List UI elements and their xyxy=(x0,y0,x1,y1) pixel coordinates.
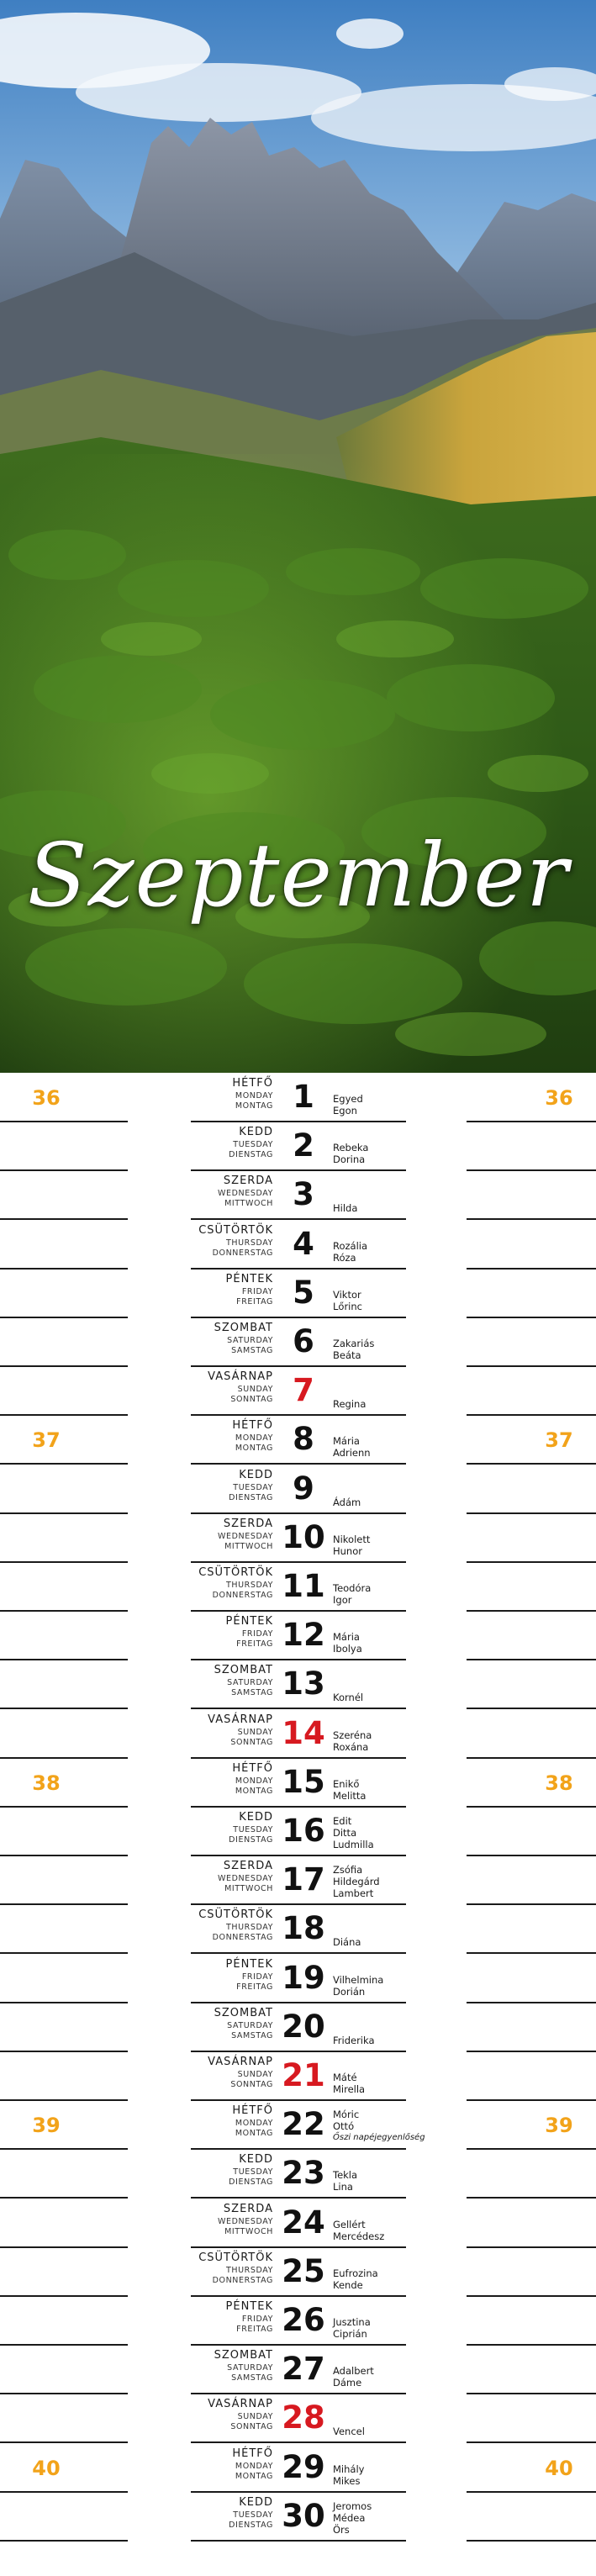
weekday-english: TUESDAY xyxy=(233,1825,273,1834)
name-days xyxy=(333,1142,459,1165)
weekday-hungarian: SZOMBAT xyxy=(214,2006,273,2019)
name-day: Adrienn xyxy=(333,1447,371,1460)
name-day: Diána xyxy=(333,1936,361,1949)
weekday-german: DIENSTAG xyxy=(229,2177,273,2188)
weekday-names xyxy=(164,1567,273,1601)
weekday-english: SATURDAY xyxy=(227,2363,273,2373)
weekday-english: FRIDAY xyxy=(241,1629,273,1639)
day-row xyxy=(0,1366,596,1415)
weekday-hungarian: SZOMBAT xyxy=(214,1322,273,1334)
day-number: 21 xyxy=(282,2057,325,2093)
day-number: 9 xyxy=(293,1470,314,1507)
weekday-names xyxy=(164,2252,273,2286)
weekday-german: DIENSTAG xyxy=(229,1835,273,1845)
day-number: 10 xyxy=(282,1518,325,1555)
weekday-english: WEDNESDAY xyxy=(218,1531,273,1541)
name-days xyxy=(333,2500,459,2536)
weekday-names xyxy=(164,1420,273,1454)
name-days xyxy=(333,2035,459,2046)
weekday-german: DIENSTAG xyxy=(229,2520,273,2530)
weekday-german: SONNTAG xyxy=(230,2080,273,2089)
name-day: Róza xyxy=(333,1251,356,1264)
weekday-hungarian: CSÜTÖRTÖK xyxy=(198,1566,273,1579)
weekday-names xyxy=(164,2301,273,2335)
weekday-hungarian: SZERDA xyxy=(223,1175,273,1188)
weekday-english: THURSDAY xyxy=(225,1238,273,1248)
day-number: 11 xyxy=(282,1568,325,1604)
name-day: Adalbert xyxy=(333,2365,374,2378)
day-row xyxy=(0,1954,596,2003)
weekday-german: MONTAG xyxy=(235,1101,273,1111)
name-day: Jusztina xyxy=(333,2316,371,2328)
name-day: Vencel xyxy=(333,2426,365,2438)
day-row xyxy=(0,1513,596,1562)
name-day: Lőrinc xyxy=(333,1300,362,1312)
weekday-names xyxy=(164,1175,273,1209)
name-day: Szeréna xyxy=(333,1729,372,1741)
weekday-english: MONDAY xyxy=(235,2461,273,2471)
name-day: Lambert xyxy=(333,1887,374,1900)
name-day: Lina xyxy=(333,2181,353,2193)
day-number: 18 xyxy=(282,1910,325,1947)
weekday-names xyxy=(164,1518,273,1552)
weekday-english: SATURDAY xyxy=(227,1678,273,1688)
weekday-german: SONNTAG xyxy=(230,1395,273,1405)
weekday-german: FREITAG xyxy=(236,1296,273,1306)
name-day: Hilda xyxy=(333,1202,358,1215)
weekday-names xyxy=(164,2448,273,2482)
name-days xyxy=(333,1202,459,1214)
name-day: Ibolya xyxy=(333,1643,362,1655)
weekday-english: TUESDAY xyxy=(233,1482,273,1492)
day-number: 28 xyxy=(282,2399,325,2436)
weekday-names xyxy=(164,1470,273,1503)
weekday-german: MITTWOCH xyxy=(224,1884,273,1894)
day-row xyxy=(0,1611,596,1660)
weekday-english: WEDNESDAY xyxy=(218,1189,273,1199)
day-number: 1 xyxy=(293,1079,314,1115)
day-number: 15 xyxy=(282,1763,325,1800)
weekday-english: FRIDAY xyxy=(241,2315,273,2324)
name-day: Teodóra xyxy=(333,1582,372,1594)
name-days xyxy=(333,1338,459,1361)
weekday-names xyxy=(164,2497,273,2531)
name-days xyxy=(333,1240,459,1264)
weekday-names xyxy=(164,1322,273,1356)
weekday-hungarian: VASÁRNAP xyxy=(208,1713,273,1726)
weekday-hungarian: VASÁRNAP xyxy=(208,1370,273,1384)
name-day: Beáta xyxy=(333,1349,361,1361)
name-day: Örs xyxy=(333,2523,350,2536)
name-days xyxy=(333,1778,459,1802)
weekday-names xyxy=(164,1763,273,1797)
day-number: 13 xyxy=(282,1665,325,1702)
day-row xyxy=(0,2051,596,2100)
name-day: Rebeka xyxy=(333,1142,369,1154)
weekday-names xyxy=(164,1714,273,1748)
name-day: Jeromos xyxy=(333,2499,372,2512)
weekday-english: SUNDAY xyxy=(237,2070,273,2079)
week-number-left: 40 xyxy=(32,2456,61,2480)
name-day: Ottó xyxy=(333,2120,355,2133)
name-days xyxy=(333,2072,459,2095)
day-row xyxy=(0,2492,596,2541)
name-day: Melitta xyxy=(333,1789,367,1802)
weekday-hungarian: CSÜTÖRTÖK xyxy=(198,1223,273,1237)
day-row xyxy=(0,2199,596,2247)
weekday-german: FREITAG xyxy=(236,2325,273,2334)
day-number: 23 xyxy=(282,2155,325,2192)
name-days xyxy=(333,2267,459,2291)
name-days xyxy=(333,1936,459,1948)
name-day: Kornél xyxy=(333,1692,364,1704)
name-days xyxy=(333,2316,459,2340)
day-number: 17 xyxy=(282,1861,325,1898)
name-day: Edit xyxy=(333,1815,352,1827)
name-days xyxy=(333,1974,459,1998)
weekday-german: DIENSTAG xyxy=(229,1492,273,1502)
weekday-hungarian: VASÁRNAP xyxy=(208,2398,273,2411)
weekday-english: FRIDAY xyxy=(241,1972,273,1982)
name-days xyxy=(333,1497,459,1508)
weekday-hungarian: SZERDA xyxy=(223,1517,273,1530)
day-row xyxy=(0,2296,596,2345)
weekday-german: DIENSTAG xyxy=(229,1150,273,1160)
weekday-names xyxy=(164,1861,273,1894)
weekday-hungarian: HÉTFŐ xyxy=(232,1419,273,1433)
day-number: 4 xyxy=(293,1225,314,1262)
day-number: 24 xyxy=(282,2204,325,2241)
name-day: Zsófia xyxy=(333,1864,363,1877)
weekday-english: THURSDAY xyxy=(225,2265,273,2275)
name-days xyxy=(333,1093,459,1116)
day-row xyxy=(0,1073,596,1122)
weekday-hungarian: CSÜTÖRTÖK xyxy=(198,1908,273,1922)
day-row xyxy=(0,1220,596,1269)
weekday-hungarian: PÉNTEK xyxy=(225,2300,273,2313)
name-day: Hunor xyxy=(333,1544,362,1557)
weekday-english: TUESDAY xyxy=(233,2510,273,2520)
day-number: 22 xyxy=(282,2106,325,2143)
weekday-hungarian: SZERDA xyxy=(223,1860,273,1873)
weekday-hungarian: SZOMBAT xyxy=(214,1664,273,1677)
weekday-hungarian: CSÜTÖRTÖK xyxy=(198,2251,273,2264)
name-day: Mária xyxy=(333,1631,360,1644)
week-number-right: 40 xyxy=(545,2456,573,2480)
week-number-left: 37 xyxy=(32,1428,61,1453)
name-days xyxy=(333,2219,459,2242)
name-days xyxy=(333,1692,459,1703)
day-number: 27 xyxy=(282,2351,325,2388)
weekday-german: SONNTAG xyxy=(230,1737,273,1747)
row-divider xyxy=(0,2540,128,2542)
weekday-hungarian: HÉTFŐ xyxy=(232,1761,273,1775)
weekday-names xyxy=(164,2008,273,2041)
name-days xyxy=(333,1533,459,1557)
week-number-left: 36 xyxy=(32,1086,61,1110)
name-day: Dorina xyxy=(333,1153,366,1166)
name-days xyxy=(333,1582,459,1606)
weekday-names xyxy=(164,1665,273,1698)
name-day: Kende xyxy=(333,2278,363,2291)
weekday-german: FREITAG xyxy=(236,1982,273,1992)
weekday-english: THURSDAY xyxy=(225,1923,273,1933)
week-number-left: 38 xyxy=(32,1771,61,1795)
name-day: Gellért xyxy=(333,2218,366,2230)
weekday-english: TUESDAY xyxy=(233,1140,273,1150)
name-day: Ditta xyxy=(333,1827,357,1839)
weekday-hungarian: HÉTFŐ xyxy=(232,1077,273,1090)
day-row xyxy=(0,2149,596,2198)
day-row xyxy=(0,1758,596,1807)
day-row xyxy=(0,2003,596,2051)
day-row xyxy=(0,1904,596,1953)
name-day: Móric xyxy=(333,2109,360,2121)
day-number: 20 xyxy=(282,2008,325,2045)
day-number: 26 xyxy=(282,2302,325,2338)
weekday-names xyxy=(164,1274,273,1307)
weekday-english: WEDNESDAY xyxy=(218,2216,273,2226)
day-row xyxy=(0,1465,596,1513)
name-day: Nikolett xyxy=(333,1533,371,1545)
name-day: Ciprián xyxy=(333,2328,367,2340)
name-day: Viktor xyxy=(333,1288,361,1301)
week-number-right: 38 xyxy=(545,1771,573,1795)
day-row xyxy=(0,1562,596,1611)
weekday-german: MONTAG xyxy=(235,2129,273,2139)
weekday-hungarian: KEDD xyxy=(239,1811,273,1824)
weekday-german: DONNERSTAG xyxy=(212,1248,273,1258)
day-row xyxy=(0,2394,596,2442)
name-days xyxy=(333,1729,459,1753)
day-number: 14 xyxy=(282,1714,325,1751)
weekday-german: MITTWOCH xyxy=(224,1541,273,1551)
weekday-hungarian: SZOMBAT xyxy=(214,2349,273,2362)
weekday-hungarian: KEDD xyxy=(239,2495,273,2509)
weekday-english: THURSDAY xyxy=(225,1581,273,1590)
weekday-names xyxy=(164,2056,273,2090)
weekday-names xyxy=(164,1959,273,1993)
day-number: 29 xyxy=(282,2448,325,2485)
week-number-right: 37 xyxy=(545,1428,573,1453)
name-day: Tekla xyxy=(333,2169,358,2182)
day-row xyxy=(0,1170,596,1219)
name-day: Vilhelmina xyxy=(333,1973,384,1986)
day-row xyxy=(0,2100,596,2149)
weekday-german: DONNERSTAG xyxy=(212,1591,273,1600)
weekday-german: MONTAG xyxy=(235,1444,273,1454)
row-divider xyxy=(467,2540,596,2542)
weekday-english: MONDAY xyxy=(235,2119,273,2129)
weekday-german: DONNERSTAG xyxy=(212,2275,273,2285)
day-row xyxy=(0,1709,596,1758)
day-row xyxy=(0,2345,596,2394)
name-day: Igor xyxy=(333,1594,352,1606)
row-divider xyxy=(191,2540,406,2542)
weekday-german: SONNTAG xyxy=(230,2422,273,2432)
name-days xyxy=(333,2426,459,2437)
weekday-german: FREITAG xyxy=(236,1639,273,1650)
month-title: Szeptember xyxy=(27,824,569,926)
day-number: 19 xyxy=(282,1959,325,1996)
weekday-names xyxy=(164,2399,273,2432)
week-number-left: 39 xyxy=(32,2114,61,2138)
weekday-names xyxy=(164,1371,273,1405)
name-day: Roxána xyxy=(333,1740,369,1753)
weekday-english: SUNDAY xyxy=(237,2412,273,2422)
day-number: 2 xyxy=(293,1127,314,1164)
name-days xyxy=(333,1289,459,1312)
weekday-hungarian: PÉNTEK xyxy=(225,1957,273,1971)
day-row xyxy=(0,2443,596,2492)
weekday-english: WEDNESDAY xyxy=(218,1874,273,1884)
name-day: Egon xyxy=(333,1105,357,1116)
weekday-hungarian: PÉNTEK xyxy=(225,1615,273,1628)
weekday-names xyxy=(164,2204,273,2237)
day-number: 12 xyxy=(282,1617,325,1654)
day-row xyxy=(0,1415,596,1464)
name-day: Egyed xyxy=(333,1093,363,1105)
weekday-english: MONDAY xyxy=(235,1433,273,1444)
day-number: 3 xyxy=(293,1176,314,1213)
week-number-right: 39 xyxy=(545,2114,573,2138)
weekday-names xyxy=(164,1812,273,1845)
weekday-german: MONTAG xyxy=(235,1786,273,1796)
day-number: 25 xyxy=(282,2252,325,2289)
weekday-german: MITTWOCH xyxy=(224,2226,273,2236)
day-row xyxy=(0,1807,596,1855)
weekday-german: SAMSTAG xyxy=(231,1688,273,1698)
weekday-hungarian: PÉNTEK xyxy=(225,1272,273,1285)
name-day: Eufrozina xyxy=(333,2267,378,2279)
name-day: Enikő xyxy=(333,1777,360,1790)
weekday-hungarian: HÉTFŐ xyxy=(232,2447,273,2460)
weekday-german: SAMSTAG xyxy=(231,2030,273,2040)
holiday-note: Őszi napéjegyenlőség xyxy=(333,2133,425,2143)
weekday-hungarian: KEDD xyxy=(239,1468,273,1481)
name-day: Rozália xyxy=(333,1239,368,1252)
day-row xyxy=(0,2247,596,2296)
name-days xyxy=(333,1864,459,1899)
name-days xyxy=(333,1435,459,1459)
name-day: Friderika xyxy=(333,2034,375,2046)
name-day: Mikes xyxy=(333,2474,361,2487)
name-day: Ádám xyxy=(333,1496,361,1508)
weekday-english: SATURDAY xyxy=(227,1336,273,1345)
name-days xyxy=(333,1815,459,1850)
weekday-english: MONDAY xyxy=(235,1776,273,1786)
name-day: Dorián xyxy=(333,1985,366,1998)
name-days xyxy=(333,2463,459,2487)
weekday-hungarian: KEDD xyxy=(239,2153,273,2167)
name-day: Máté xyxy=(333,2072,357,2083)
day-row xyxy=(0,1317,596,1366)
weekday-german: MONTAG xyxy=(235,2471,273,2481)
weekday-names xyxy=(164,1225,273,1259)
name-day: Regina xyxy=(333,1398,367,1411)
name-day: Hildegárd xyxy=(333,1876,380,1888)
weekday-english: MONDAY xyxy=(235,1091,273,1101)
name-day: Mihály xyxy=(333,2463,365,2475)
weekday-names xyxy=(164,2350,273,2383)
day-number: 16 xyxy=(282,1813,325,1849)
weekday-english: SUNDAY xyxy=(237,1385,273,1395)
weekday-hungarian: SZERDA xyxy=(223,2202,273,2215)
name-day: Ludmilla xyxy=(333,1839,374,1850)
weekday-hungarian: KEDD xyxy=(239,1126,273,1139)
day-row xyxy=(0,1269,596,1317)
weekday-names xyxy=(164,2154,273,2188)
weekday-german: DONNERSTAG xyxy=(212,1933,273,1943)
day-row xyxy=(0,1122,596,1170)
weekday-names xyxy=(164,1909,273,1943)
weekday-english: SUNDAY xyxy=(237,1727,273,1737)
weekday-hungarian: VASÁRNAP xyxy=(208,2056,273,2068)
name-day: Mária xyxy=(333,1435,360,1448)
name-days xyxy=(333,2365,459,2389)
weekday-english: TUESDAY xyxy=(233,2167,273,2177)
day-number: 8 xyxy=(293,1421,314,1458)
weekday-german: SAMSTAG xyxy=(231,1346,273,1355)
name-day: Mirella xyxy=(333,2083,366,2095)
name-day: Médea xyxy=(333,2511,366,2524)
calendar-grid xyxy=(0,1073,596,2576)
name-days xyxy=(333,2169,459,2193)
name-day: Zakariás xyxy=(333,1338,375,1349)
weekday-names xyxy=(164,1127,273,1160)
weekday-english: FRIDAY xyxy=(241,1286,273,1296)
name-days xyxy=(333,1631,459,1655)
name-days xyxy=(333,2109,459,2144)
day-number: 7 xyxy=(293,1372,314,1409)
weekday-english: SATURDAY xyxy=(227,2020,273,2030)
weekday-names xyxy=(164,1616,273,1650)
weekday-german: SAMSTAG xyxy=(231,2373,273,2383)
day-row xyxy=(0,1855,596,1904)
day-row xyxy=(0,1660,596,1708)
day-number: 5 xyxy=(293,1274,314,1311)
day-number: 6 xyxy=(293,1323,314,1359)
landscape-photo xyxy=(0,0,596,1073)
day-number: 30 xyxy=(282,2497,325,2534)
week-number-right: 36 xyxy=(545,1086,573,1110)
name-day: Dáme xyxy=(333,2377,362,2389)
weekday-german: MITTWOCH xyxy=(224,1199,273,1209)
name-day: Mercédesz xyxy=(333,2230,385,2242)
name-days xyxy=(333,1398,459,1410)
weekday-names xyxy=(164,1078,273,1111)
weekday-names xyxy=(164,2105,273,2139)
weekday-hungarian: HÉTFŐ xyxy=(232,2104,273,2118)
